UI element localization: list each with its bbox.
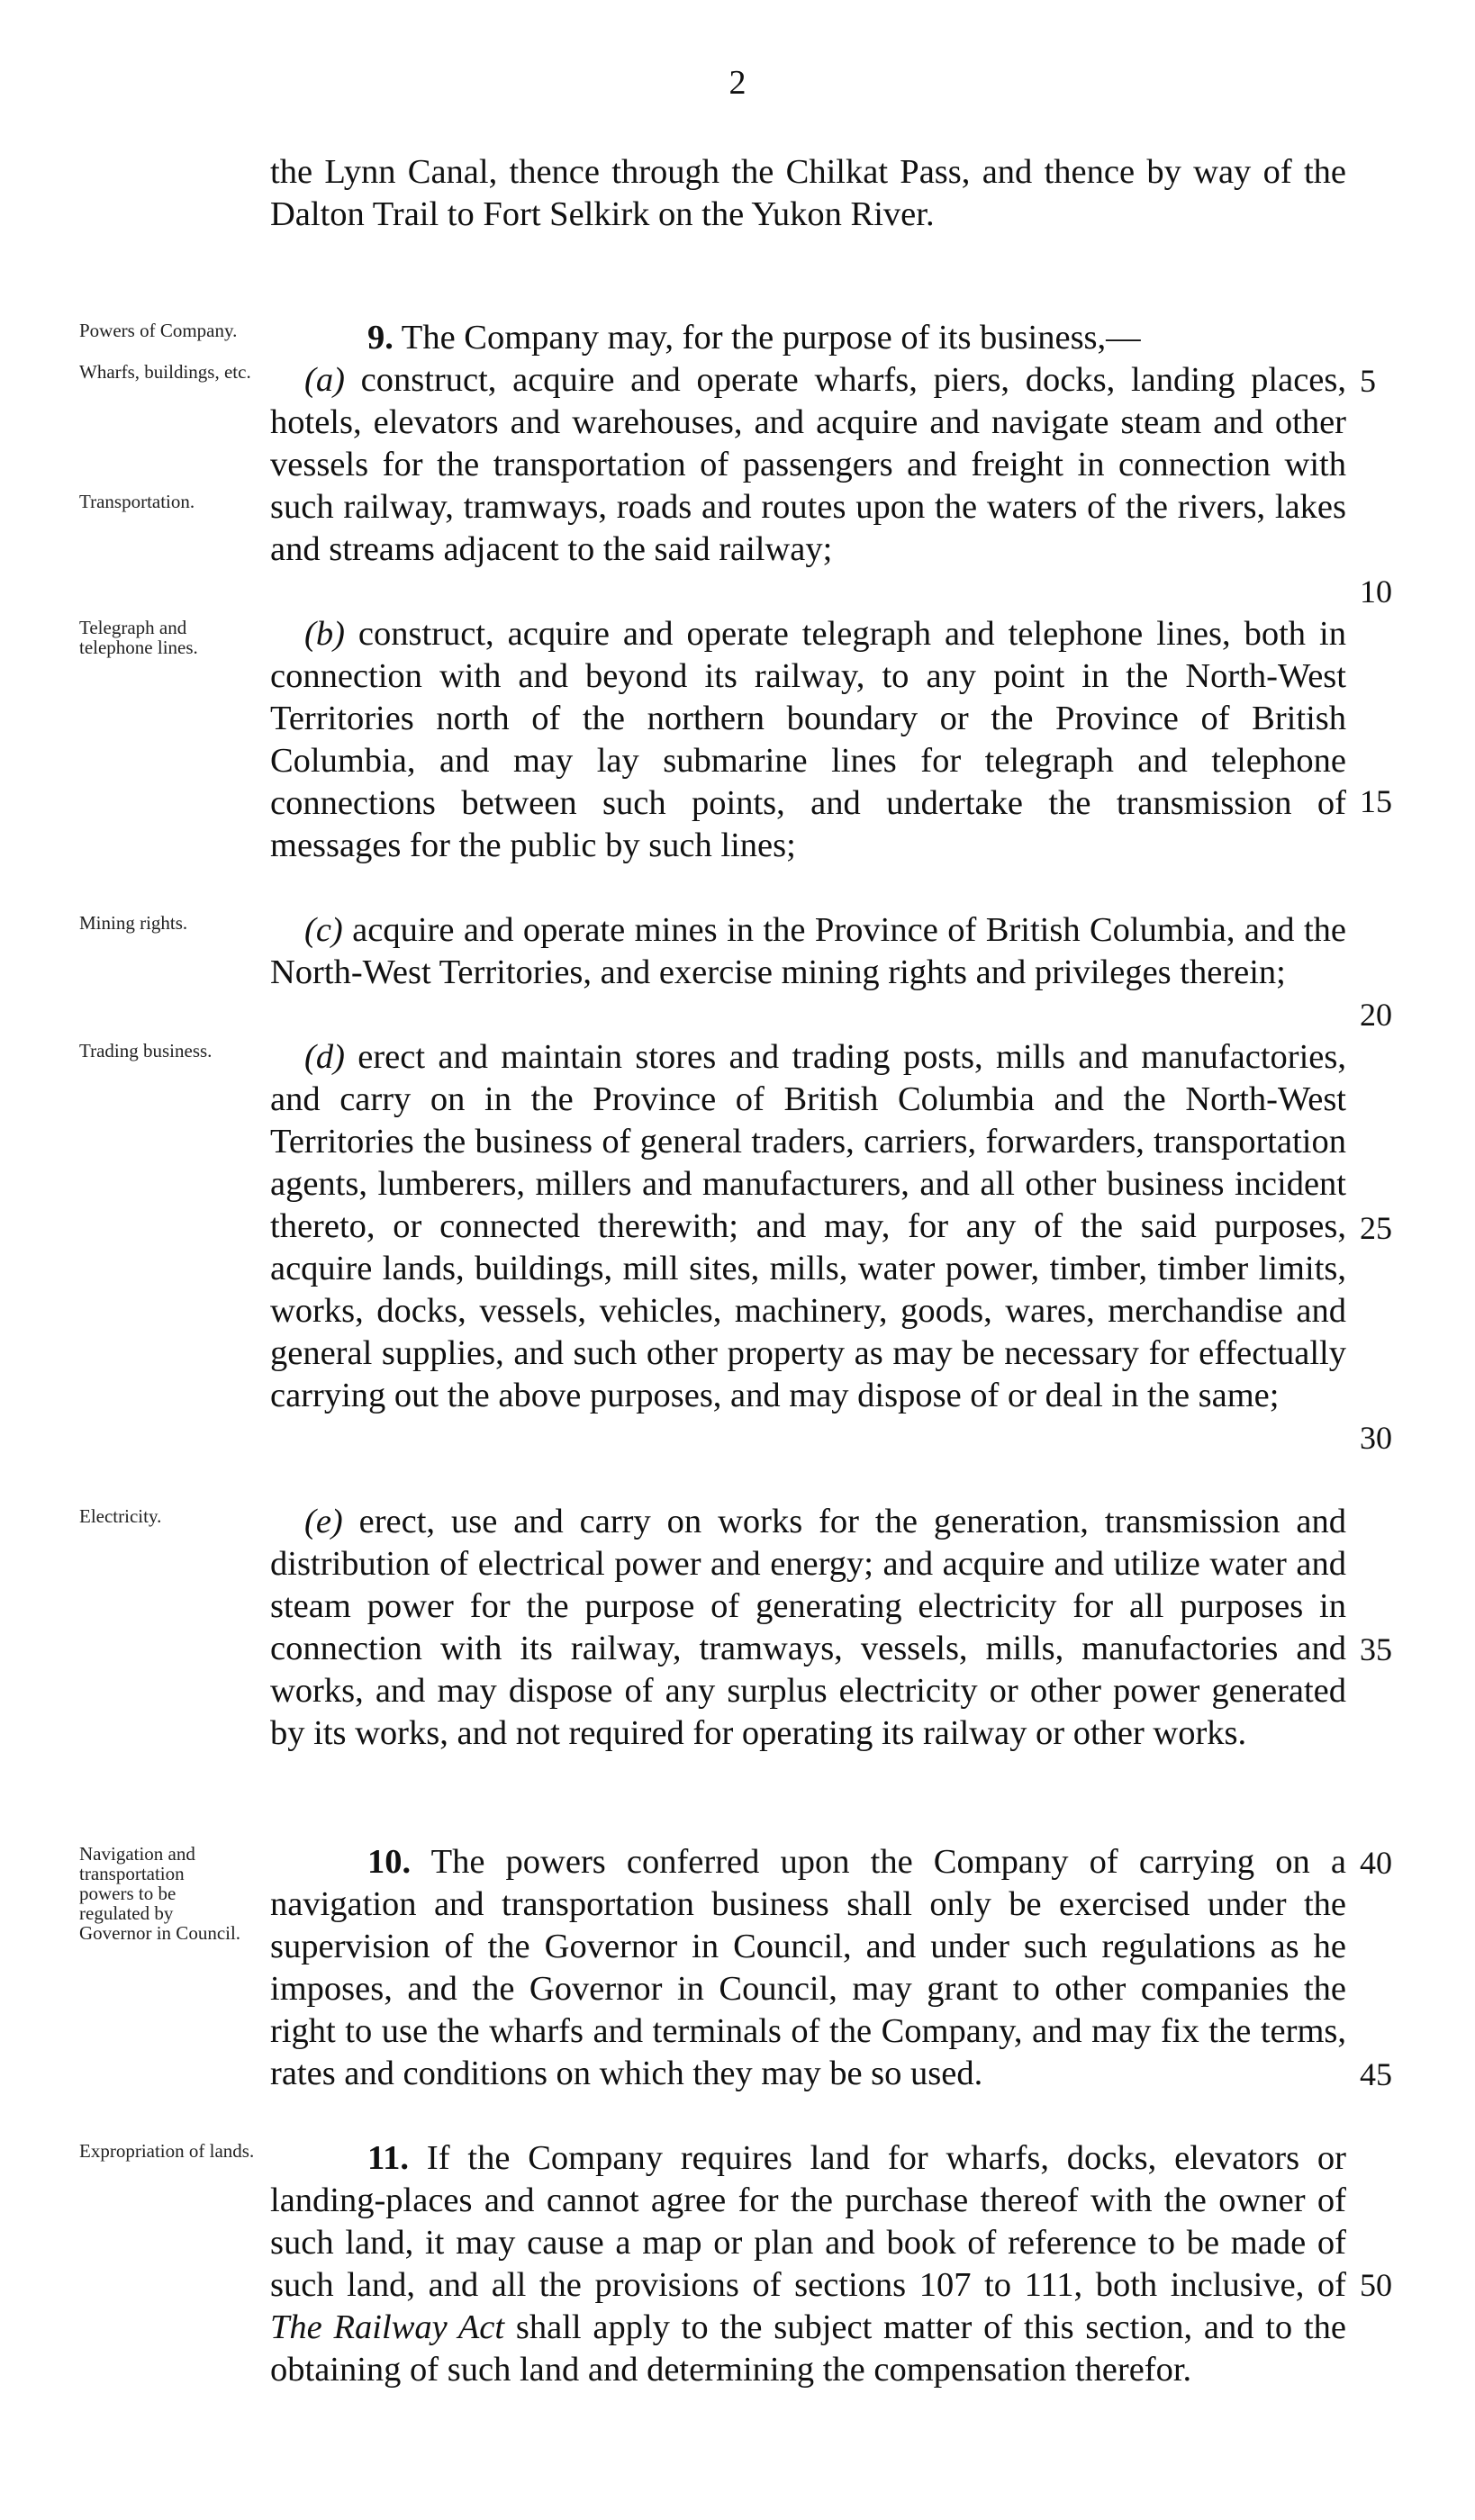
line-number: 40 (1360, 1845, 1392, 1881)
line-number: 45 (1360, 2056, 1392, 2092)
line-number: 30 (1360, 1420, 1392, 1456)
line-number: 5 (1360, 363, 1376, 399)
line-number: 25 (1360, 1210, 1392, 1246)
margin-note-expropriation: Expropriation of lands. (79, 2140, 255, 2162)
paragraph-continuation: the Lynn Canal, thence through the Chilkat Pass, and thence by way of the Dalton Trail to Fort Selkirk on the Yukon River. (270, 153, 1346, 233)
section-11-number: 11. (367, 2139, 410, 2177)
clause-e-text: erect, use and carry on works for the generation, transmission and distribution of electrical power and energy; and acquire and utilize water and steam power for the purpose of generating electricity for all purposes in connection with its railway, tramways, vessels, mills, manufactories and works, and may dispose of any surplus electricity or other power generated by its works, and not required for operating its railway or other works. (270, 1503, 1346, 1752)
line-number: 35 (1360, 1631, 1392, 1667)
clause-b-label: (b) (304, 615, 345, 653)
section-10-number: 10. (367, 1843, 412, 1881)
margin-note-transportation: Transportation. (79, 491, 195, 512)
section-10 (270, 1841, 1346, 2095)
section-10-text: The powers conferred upon the Company of carrying on a navigation and transportation business shall only be exercised under the supervision of the Governor in Council, and under such regulations as he imposes, and the Governor in Council, may grant to other companies the right to use the wharfs and terminals of the Company, and may fix the terms, rates and conditions on which they may be so used. (270, 1843, 1346, 2092)
clause-d-label: (d) (304, 1038, 345, 1076)
margin-note-electricity: Electricity. (79, 1505, 162, 1527)
clause-d (270, 1036, 1346, 1417)
clause-c-label: (c) (304, 911, 343, 949)
clause-e (270, 1501, 1346, 1755)
clause-c (270, 909, 1346, 994)
clause-e-label: (e) (304, 1503, 343, 1540)
clause-a-text: construct, acquire and operate wharfs, piers, docks, landing places, hotels, elevators and warehouses, and acquire and navigate steam and other vessels for the transportation of passengers and freight in connection with such railway, tramways, roads and routes upon the waters of the rivers, lakes and streams adjacent to the said railway; (270, 361, 1346, 568)
section-9-intro-text: The Company may, for the purpose of its business,— (393, 319, 1141, 357)
section-11 (270, 2137, 1346, 2391)
section-11-text-2: shall apply to the subject matter of this section, and to the obtaining of such land and determining the compensation therefor. (270, 2308, 1346, 2389)
clause-a-label: (a) (304, 361, 345, 399)
margin-note-mining: Mining rights. (79, 912, 188, 934)
line-number: 15 (1360, 783, 1392, 819)
line-number: 50 (1360, 2267, 1392, 2303)
margin-note-navigation: Navigation and transportation powers to be regulated by Governor in Council. (79, 1843, 241, 1944)
section-9-number: 9. (367, 319, 394, 357)
line-number: 20 (1360, 997, 1392, 1033)
clause-d-text: erect and maintain stores and trading posts, mills and manufactories, and carry on in the Province of British Columbia and the North-West Territories the business of general traders, carriers, forwarders, transportation agents, lumberers, millers and manufacturers, and all other business incident thereto, or connected therewith; and may, for any of the said purposes, acquire lands, buildings, mill sites, mills, water power, timber, timber limits, works, docks, vessels, vehicles, machinery, goods, wares, merchandise and general supplies, and such other property as may be necessary for effectually carrying out the above purposes, and may dispose of or deal in the same; (270, 1038, 1346, 1414)
page-number: 2 (728, 64, 747, 102)
clause-c-text: acquire and operate mines in the Province of British Columbia, and the North-West Territories, and exercise mining rights and privileges therein; (270, 911, 1346, 991)
margin-note-trading: Trading business. (79, 1040, 213, 1061)
section-9-intro (270, 317, 1346, 359)
margin-note-telegraph: Telegraph and telephone lines. (79, 617, 198, 658)
line-number: 10 (1360, 574, 1392, 610)
clause-a (270, 359, 1346, 571)
section-11-text-1: If the Company requires land for wharfs, docks, elevators or landing-places and cannot agree for the purchase thereof with the owner of such land, it may cause a map or plan and book of reference to be made of such land, and all the provisions of sections 107 to 111, both inclusive, of (270, 2139, 1346, 2304)
clause-b-text: construct, acquire and operate telegraph and telephone lines, both in connection with and beyond its railway, to any point in the North-West Territories north of the northern boundary or the Province of British Columbia, and may lay submarine lines for telegraph and telephone connections between such points, and undertake the transmission of messages for the public by such lines; (270, 615, 1346, 864)
clause-b (270, 613, 1346, 867)
margin-note-wharfs: Wharfs, buildings, etc. (79, 361, 251, 383)
margin-note-powers: Powers of Company. (79, 320, 238, 341)
railway-act-title: The Railway Act (270, 2308, 505, 2346)
